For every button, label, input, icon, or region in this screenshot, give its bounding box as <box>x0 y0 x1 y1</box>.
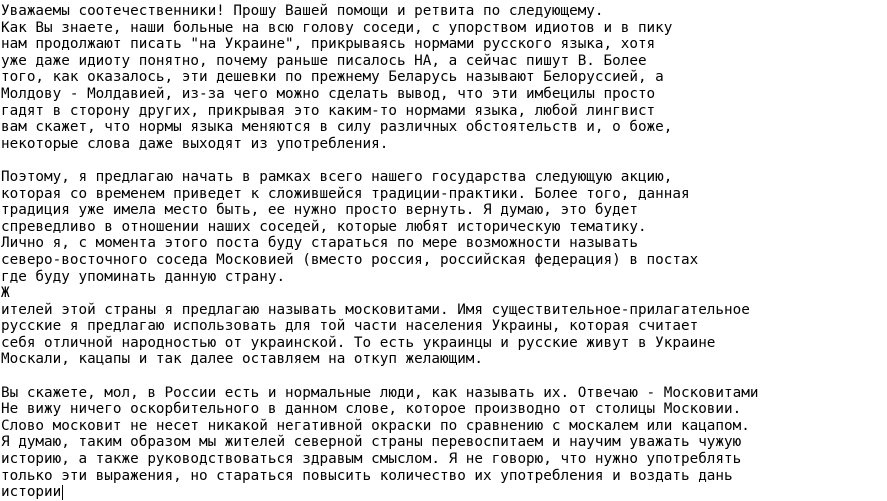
last-line-text: истории <box>1 484 62 501</box>
text-line: спреведливо в отношении наших соседей, которые любят историческую тематику. <box>1 218 647 235</box>
text-line: только эти выражения, но стараться повысить количество их употребления и воздать дань <box>1 467 733 484</box>
text-line: Ж <box>1 285 10 302</box>
text-line: которая со временем приведет к сложившейся традиции-практики. Более того, данная <box>1 185 690 202</box>
text-line: историю, а также руководствоваться здравым смыслом. Я не говорю, что нужно употреблять <box>1 451 742 468</box>
text-cursor <box>62 485 63 500</box>
blank-line <box>1 152 887 169</box>
text-line: некоторые слова даже выходят из употребления. <box>1 135 389 152</box>
text-line: Не вижу ничего оскорбительного в данном слове, которое производно от столицы Московии. <box>1 401 742 418</box>
text-line: русские я предлагаю использовать для той части населения Украины, которая считает <box>1 318 699 335</box>
text-line: Поэтому, я предлагаю начать в рамках всего нашего государства следующую акцию, <box>1 168 673 185</box>
text-line: традиция уже имела место быть, ее нужно просто вернуть. Я думаю, это будет <box>1 202 638 219</box>
last-line <box>1 484 887 501</box>
text-line: Лично я, с момента этого поста буду стараться по мере возможности называть <box>1 235 638 252</box>
text-line: Москали, кацапы и так далее оставляем на откуп желающим. <box>1 351 484 368</box>
text-line: Как Вы знаете, наши больные на всю голову соседи, с упорством идиотов и в пику <box>1 19 673 36</box>
text-line: гадят в сторону других, прикрывая это каким-то нормами языка, любой лингвист <box>1 102 656 119</box>
text-line: северо-восточного соседа Московией (вместо россия, российская федерация) в постах <box>1 251 699 268</box>
text-line: где буду упоминать данную страну. <box>1 268 286 285</box>
text-line: себя отличной народностью от украинской. То есть украинцы и русские живут в Украине <box>1 334 716 351</box>
text-line: Слово московит не несет никакой негативной окраски по сравнению с москалем или кацапом. <box>1 417 750 434</box>
text-line: уже даже идиоту понятно, почему раньше писалось НА, а сейчас пишут В. Более <box>1 52 647 69</box>
text-line: Молдову - Молдавией, из-за чего можно сделать вывод, что эти имбецилы просто <box>1 85 656 102</box>
text-line: Я думаю, таким образом мы жителей северной страны перевоспитаем и научим уважать чужую <box>1 434 742 451</box>
text-line: ителей этой страны я предлагаю называть московитами. Имя существительное-прилагательное <box>1 301 750 318</box>
text-line: вам скажет, что нормы языка меняются в силу различных обстоятельств и, о боже, <box>1 119 673 136</box>
text-line: Вы скажете, мол, в России есть и нормальные люди, как называть их. Отвечаю - Московитами <box>1 384 759 401</box>
blank-line <box>1 368 887 385</box>
text-line: того, как оказалось, эти дешевки по прежнему Беларусь называют Белоруссией, а <box>1 69 664 86</box>
text-line: нам продолжают писать "на Украине", прикрываясь нормами русского языка, хотя <box>1 36 656 53</box>
text-line: Уважаемы соотечественники! Прошу Вашей помощи и ретвита по следующему. <box>1 3 604 19</box>
